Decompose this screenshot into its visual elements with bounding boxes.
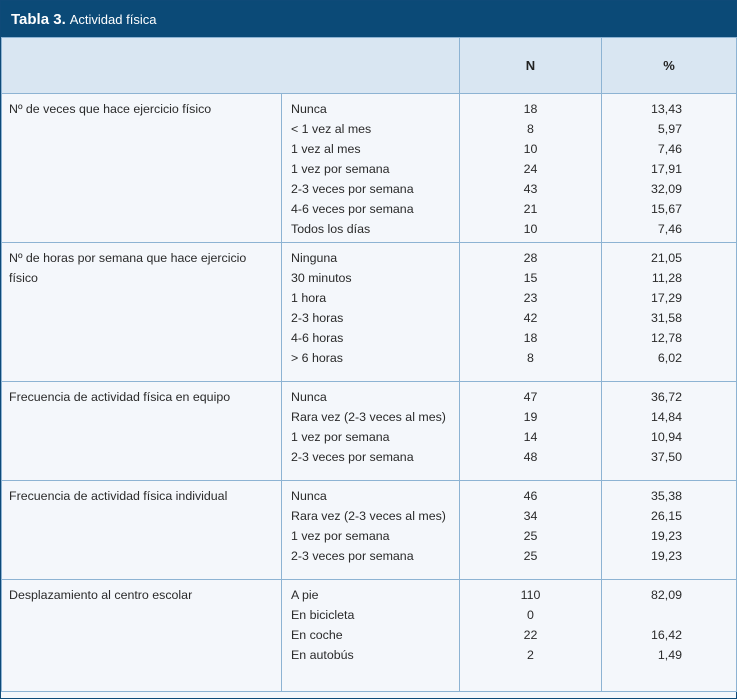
n-value: 46 (523, 489, 538, 503)
option-label: 2-3 veces por semana (291, 182, 414, 196)
option-label: En autobús (291, 648, 354, 662)
n-value: 43 (523, 182, 538, 196)
header-row (2, 38, 737, 94)
option-cell (282, 243, 460, 382)
pct-value: 12,78 (650, 331, 682, 345)
header-blank-cell (2, 38, 460, 94)
pct-value: 14,84 (650, 410, 682, 424)
pct-value: 10,94 (650, 430, 682, 444)
header-pct: % (602, 38, 737, 94)
n-value: 22 (523, 628, 538, 642)
table-number: Tabla 3. (11, 10, 66, 28)
option-label: Rara vez (2-3 veces al mes) (291, 410, 446, 424)
pct-value: 11,28 (651, 271, 682, 285)
n-value: 47 (523, 390, 538, 404)
option-label: 2-3 horas (291, 311, 344, 325)
option-label: Nunca (291, 489, 327, 503)
option-label: 1 vez al mes (291, 142, 361, 156)
n-value: 10 (523, 142, 538, 156)
pct-value: 7,46 (657, 222, 682, 236)
n-value: 15 (523, 271, 538, 285)
option-label: En bicicleta (291, 608, 355, 622)
n-value: 0 (527, 608, 534, 622)
option-cell (282, 481, 460, 580)
n-value: 28 (523, 251, 538, 265)
option-label: 30 minutos (291, 271, 352, 285)
option-label: Rara vez (2-3 veces al mes) (291, 509, 446, 523)
row-label: Frecuencia de actividad física en equipo (2, 382, 282, 481)
pct-value: 15,67 (650, 202, 682, 216)
pct-value: 37,50 (650, 450, 682, 464)
n-value: 21 (523, 202, 538, 216)
pct-value: 32,09 (650, 182, 682, 196)
pct-value (602, 605, 736, 625)
n-value: 23 (523, 291, 538, 305)
option-label: Nunca (291, 390, 327, 404)
pct-value: 36,72 (650, 390, 682, 404)
n-value: 14 (523, 430, 538, 444)
pct-value: 21,05 (650, 251, 682, 265)
n-value: 18 (523, 102, 538, 116)
n-value: 110 (520, 588, 541, 602)
row-label: Frecuencia de actividad física individual (2, 481, 282, 580)
pct-value: 35,38 (650, 489, 682, 503)
pct-value: 82,09 (650, 588, 682, 602)
option-cell (282, 94, 460, 243)
option-label: En coche (291, 628, 343, 642)
row-label: Nº de horas por semana que hace ejercicio físico (2, 243, 282, 382)
pct-value: 31,58 (650, 311, 682, 325)
n-cell (460, 94, 602, 243)
option-label: Nunca (291, 102, 327, 116)
pct-cell (602, 94, 737, 243)
option-cell (282, 382, 460, 481)
pct-value: 5,97 (657, 122, 682, 136)
pct-value: 19,23 (650, 529, 682, 543)
n-value: 8 (527, 351, 534, 365)
pct-value: 7,46 (657, 142, 682, 156)
table-row (2, 481, 737, 580)
pct-value: 26,15 (650, 509, 682, 523)
table-title-bar (1, 1, 736, 37)
option-label: 1 vez por semana (291, 430, 390, 444)
option-label: A pie (291, 588, 319, 602)
pct-value: 17,91 (650, 162, 682, 176)
pct-cell (602, 481, 737, 580)
n-value: 34 (523, 509, 538, 523)
option-label: 2-3 veces por semana (291, 450, 414, 464)
n-value: 42 (523, 311, 538, 325)
n-value: 48 (523, 450, 538, 464)
n-value: 25 (523, 549, 538, 563)
pct-value: 1,49 (657, 648, 682, 662)
option-label: < 1 vez al mes (291, 122, 372, 136)
pct-value: 19,23 (650, 549, 682, 563)
n-cell (460, 243, 602, 382)
option-cell (282, 580, 460, 692)
row-label: Desplazamiento al centro escolar (2, 580, 282, 692)
pct-value: 6,02 (657, 351, 682, 365)
table-row (2, 94, 737, 243)
option-label: 4-6 veces por semana (291, 202, 414, 216)
option-label: > 6 horas (291, 351, 344, 365)
n-cell (460, 382, 602, 481)
pct-cell (602, 382, 737, 481)
option-label: Todos los días (291, 222, 371, 236)
row-label: Nº de veces que hace ejercicio físico (2, 94, 282, 243)
n-value: 2 (527, 648, 534, 662)
pct-value: 17,29 (650, 291, 682, 305)
option-label: 1 vez por semana (291, 529, 390, 543)
n-value: 24 (523, 162, 538, 176)
table-title: Actividad física (69, 11, 157, 27)
n-value: 19 (523, 410, 538, 424)
n-value: 18 (523, 331, 538, 345)
pct-value: 16,42 (650, 628, 682, 642)
n-value: 25 (523, 529, 538, 543)
option-label: 2-3 veces por semana (291, 549, 414, 563)
pct-cell (602, 580, 737, 692)
table-row (2, 243, 737, 382)
table-row (2, 580, 737, 692)
option-label: Ninguna (291, 251, 338, 265)
option-label: 1 hora (291, 291, 327, 305)
n-value: 8 (527, 122, 534, 136)
option-label: 1 vez por semana (291, 162, 390, 176)
activity-table (1, 37, 737, 692)
table-row (2, 382, 737, 481)
n-value: 10 (523, 222, 538, 236)
option-label: 4-6 horas (291, 331, 344, 345)
n-cell (460, 580, 602, 692)
pct-value: 13,43 (650, 102, 682, 116)
pct-cell (602, 243, 737, 382)
n-cell (460, 481, 602, 580)
header-n: N (460, 38, 602, 94)
